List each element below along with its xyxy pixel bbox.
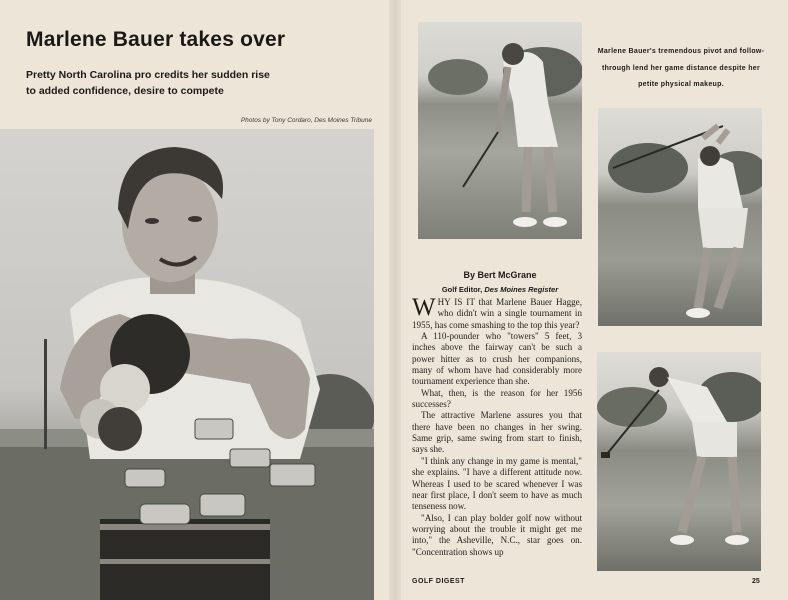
affiliation-paper: Des Moines Register — [484, 285, 559, 294]
article-paragraph: "I think any change in my game is mental," she explains. "I have a different attitude now. Whereas I used to be scared whenever I was near first place, I don't seem to have as much tenseness now. — [412, 455, 582, 512]
article-body — [412, 294, 582, 558]
photo-credit: Photos by Tony Cordaro, Des Moines Tribune — [240, 117, 372, 124]
swing-photo-address-illustration — [418, 22, 582, 239]
portrait-photo-illustration — [0, 129, 374, 600]
page-gutter — [389, 0, 401, 600]
photo-caption: Marlene Bauer's tremendous pivot and follow-through lend her game distance despite her petite physical makeup. — [597, 48, 765, 88]
article-paragraph: The attractive Marlene assures you that there have been no changes in her swing. Same grip, same swing from start to finish, says she. — [412, 410, 582, 455]
article-paragraph: What, then, is the reason for her 1956 successes? — [412, 387, 582, 410]
article-headline: Marlene Bauer takes over — [26, 28, 286, 51]
footer-magazine-name: GOLF DIGEST — [412, 578, 465, 585]
article-paragraph: A 110-pounder who "towers" 5 feet, 3 inches above the fairway can't be such a power hitter as to crush her companions, many of whom have had considerably more tournament experience than she. — [412, 331, 582, 387]
swing-photo-address — [418, 22, 582, 239]
portrait-photo — [0, 129, 374, 600]
byline-affiliation — [414, 285, 586, 294]
affiliation-role: Golf Editor, — [441, 285, 483, 294]
swing-photo-follow-through — [598, 108, 762, 326]
swing-photo-backswing — [597, 352, 761, 571]
article-paragraph-text: HY IS IT that Marlene Bauer Hagge, who didn't win a single tournament in 1955, has come smashing to the top this year? — [412, 297, 582, 330]
drop-cap: W — [412, 294, 436, 321]
article-subheadline: Pretty North Carolina pro credits her sudden rise to added confidence, desire to compete — [26, 69, 270, 97]
article-paragraph: "Also, I can play bolder golf now without worrying about the trouble it might get me into," the Asheville, N.C., star goes on. "Concentration shows up — [412, 512, 582, 557]
byline: By Bert McGrane — [463, 270, 537, 280]
swing-photo-backswing-illustration — [597, 352, 761, 571]
page-number: 25 — [752, 578, 760, 585]
swing-photo-follow-through-illustration — [598, 108, 762, 326]
article-paragraph — [412, 294, 582, 331]
